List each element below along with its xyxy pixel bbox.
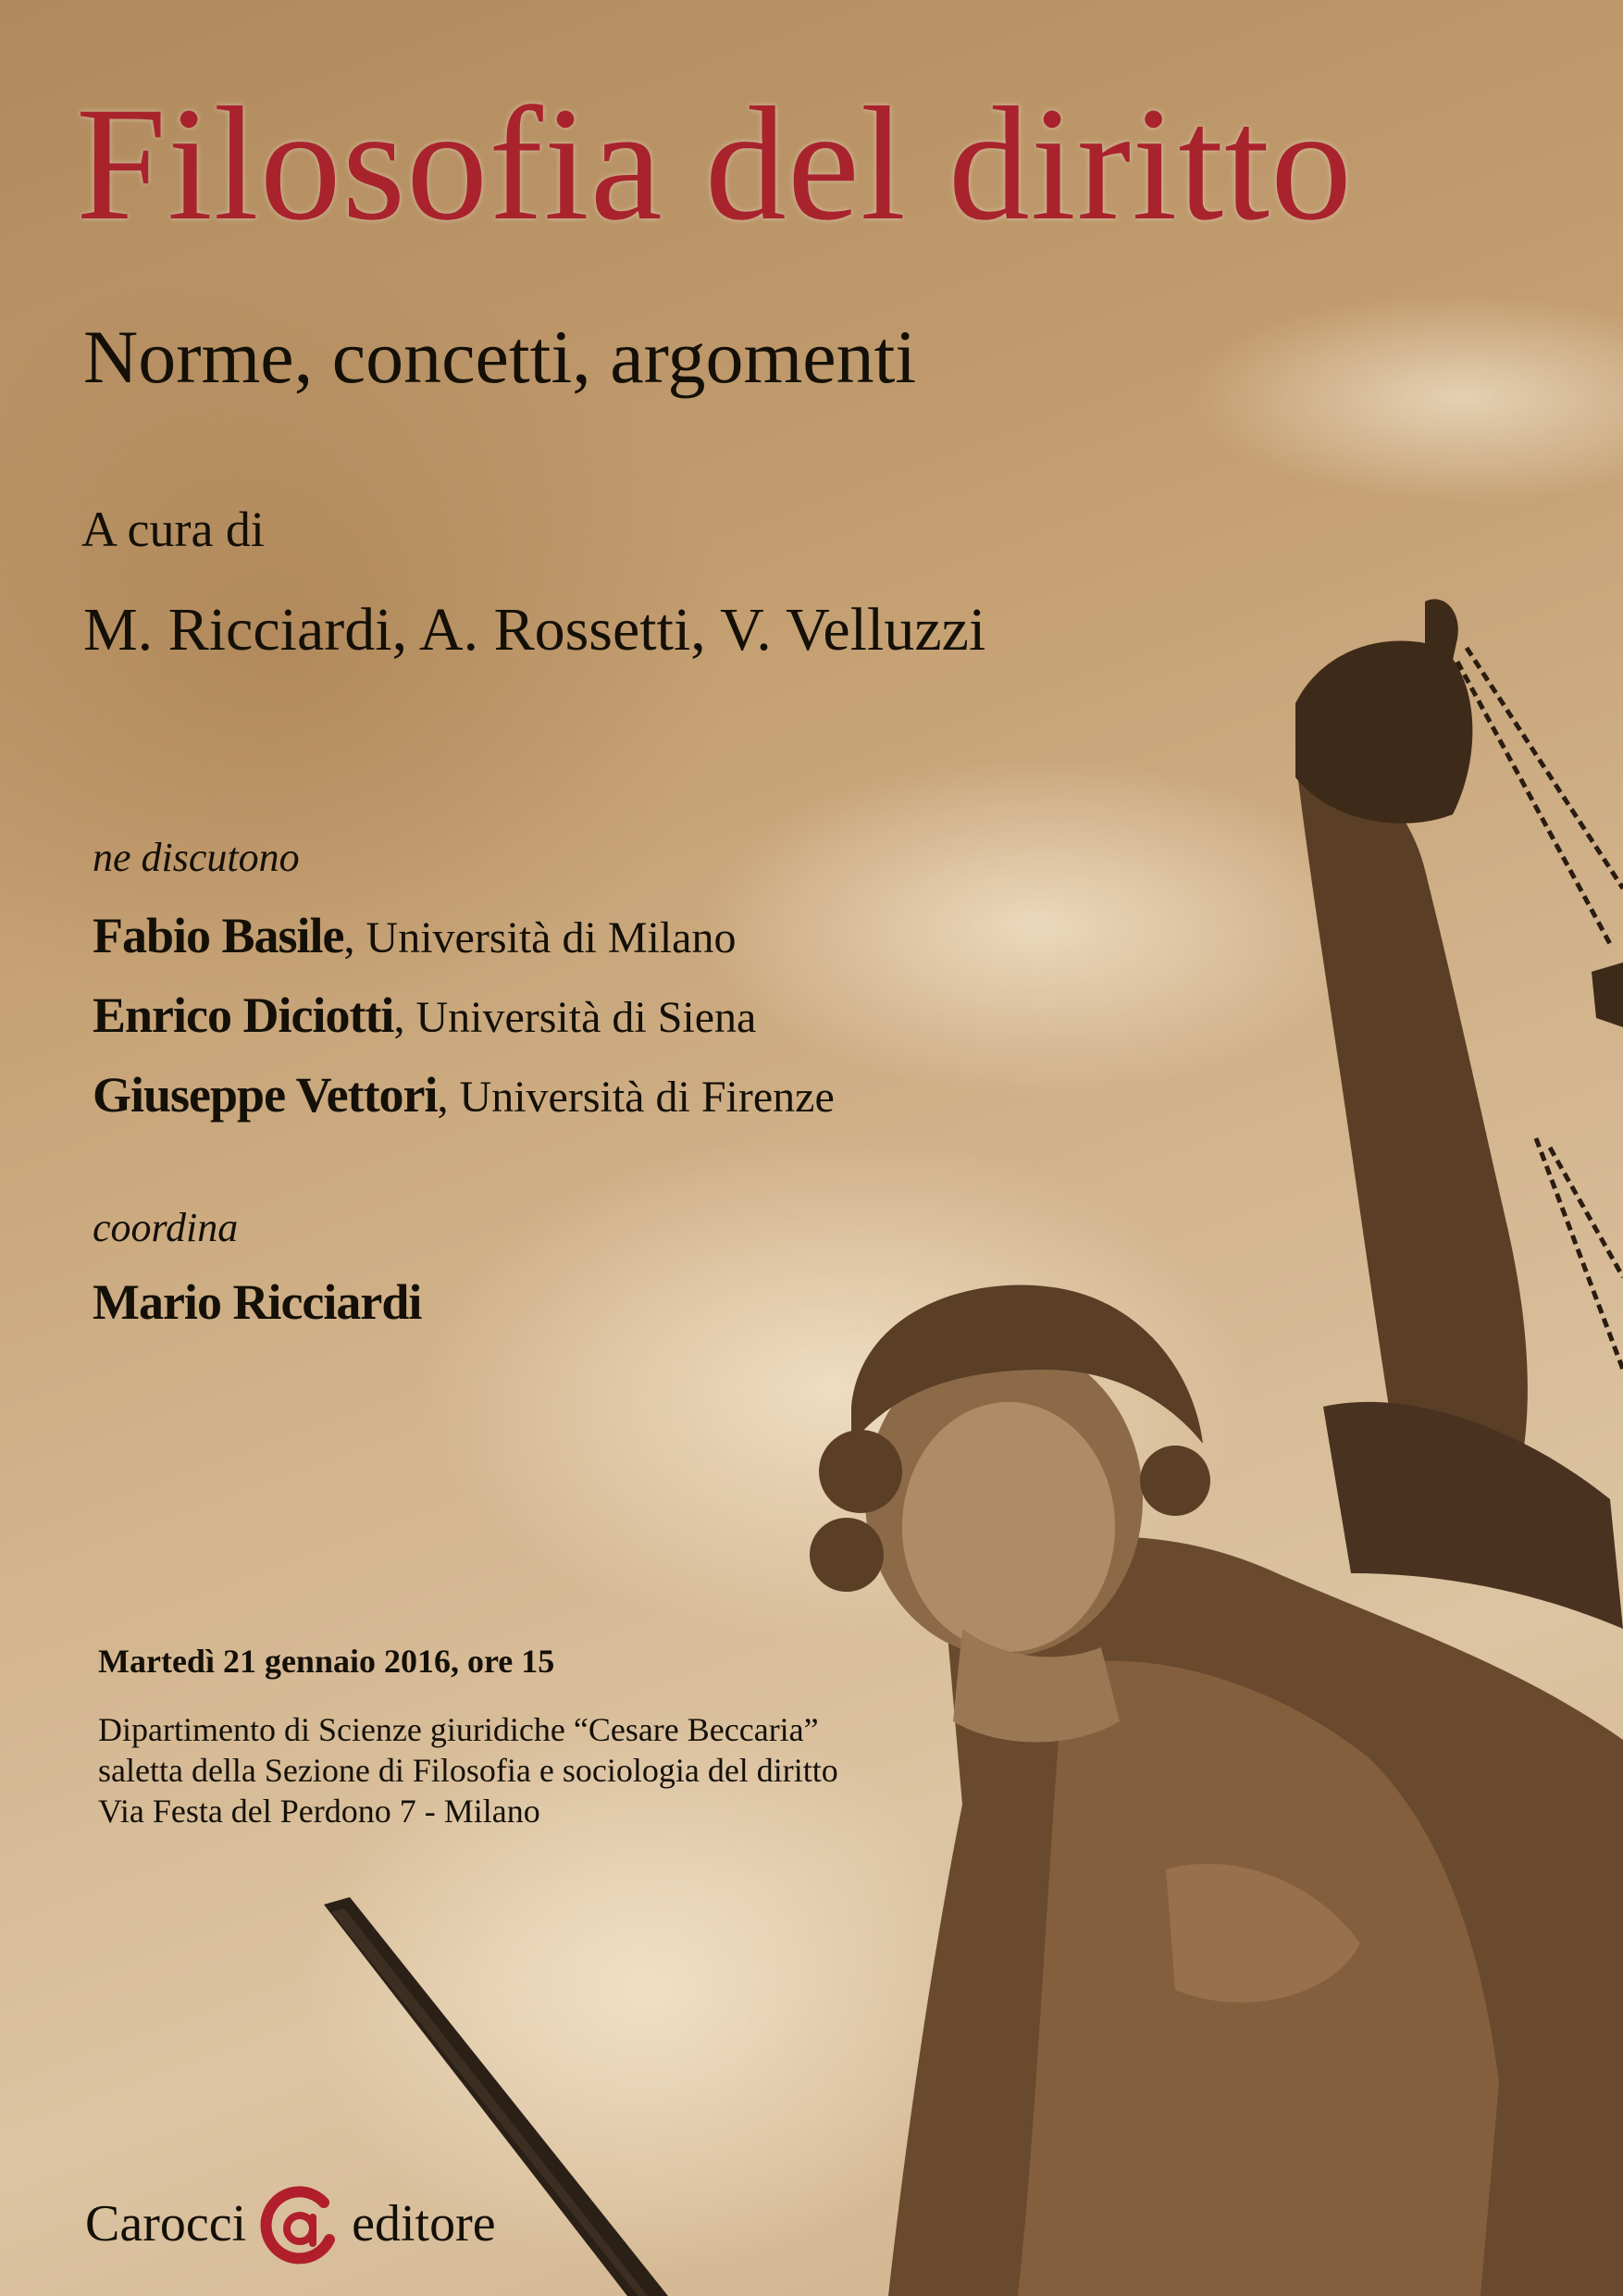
editors-list: M. Ricciardi, A. Rossetti, V. Velluzzi	[83, 596, 986, 664]
coordinator-label: coordina	[93, 1205, 239, 1250]
venue-line: Dipartimento di Scienze giuridiche “Cesare Beccaria”	[98, 1711, 819, 1748]
discussant-affiliation: , Università di Firenze	[437, 1073, 835, 1122]
discussant-affiliation: , Università di Milano	[343, 913, 737, 962]
event-venue	[98, 1710, 838, 1832]
discussant-row	[93, 1066, 835, 1146]
poster-title: Filosofia del diritto	[76, 74, 1354, 254]
publisher-logo	[85, 2182, 496, 2265]
poster-subtitle: Norme, concetti, argomenti	[83, 315, 917, 399]
discussant-row	[93, 907, 835, 987]
discussant-row	[93, 987, 835, 1066]
coordinator-name: Mario Ricciardi	[93, 1274, 422, 1330]
curated-by-label: A cura di	[81, 502, 265, 557]
venue-line: Via Festa del Perdono 7 - Milano	[98, 1793, 540, 1830]
venue-line: saletta della Sezione di Filosofia e sociologia del diritto	[98, 1752, 838, 1789]
publisher-name-left: Carocci	[85, 2195, 247, 2253]
event-date: Martedì 21 gennaio 2016, ore 15	[98, 1643, 555, 1680]
publisher-name-right: editore	[352, 2195, 496, 2253]
discussant-name: Enrico Diciotti	[93, 987, 394, 1043]
discussant-affiliation: , Università di Siena	[393, 993, 757, 1042]
carocci-ca-logo-icon	[257, 2182, 341, 2265]
discussants-label: ne discutono	[93, 835, 300, 880]
discussants-list	[93, 907, 835, 1146]
discussant-name: Fabio Basile	[93, 908, 344, 963]
discussant-name: Giuseppe Vettori	[93, 1067, 438, 1123]
